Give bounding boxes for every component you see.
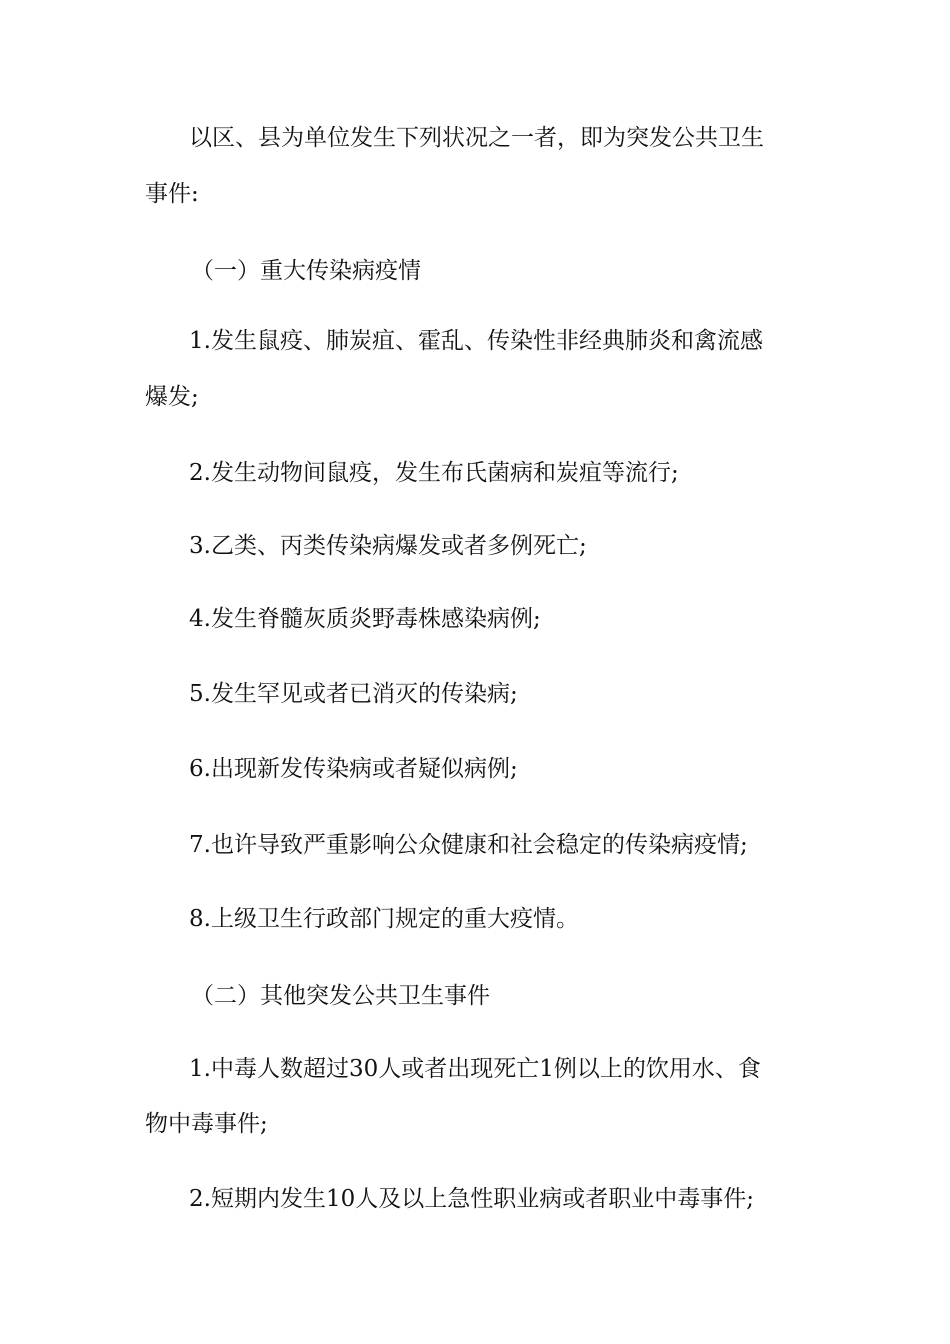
other-item-1-line-2: 物中毒事件; bbox=[145, 1111, 268, 1137]
item-7: 7.也许导致严重影响公众健康和社会稳定的传染病疫情; bbox=[189, 832, 748, 858]
item-2: 2.发生动物间鼠疫，发生布氏菌病和炭疽等流行; bbox=[189, 460, 679, 486]
other-item-2: 2.短期内发生10人及以上急性职业病或者职业中毒事件; bbox=[189, 1186, 754, 1212]
item-5: 5.发生罕见或者已消灭的传染病; bbox=[189, 681, 518, 707]
paragraph-intro-line-2: 事件: bbox=[145, 181, 199, 207]
section-heading-major-epidemic: （一）重大传染病疫情 bbox=[191, 258, 421, 284]
section-heading-other-events: （二）其他突发公共卫生事件 bbox=[191, 983, 490, 1009]
item-1-line-1: 1.发生鼠疫、肺炭疽、霍乱、传染性非经典肺炎和禽流感 bbox=[189, 328, 763, 354]
item-6: 6.出现新发传染病或者疑似病例; bbox=[189, 756, 518, 782]
item-1-line-2: 爆发; bbox=[145, 384, 199, 410]
item-3: 3.乙类、丙类传染病爆发或者多例死亡; bbox=[189, 533, 587, 559]
paragraph-intro-line-1: 以区、县为单位发生下列状况之一者，即为突发公共卫生 bbox=[189, 125, 764, 151]
item-8: 8.上级卫生行政部门规定的重大疫情。 bbox=[189, 906, 579, 932]
other-item-1-line-1: 1.中毒人数超过30人或者出现死亡1例以上的饮用水、食 bbox=[189, 1056, 761, 1082]
item-4: 4.发生脊髓灰质炎野毒株感染病例; bbox=[189, 606, 541, 632]
